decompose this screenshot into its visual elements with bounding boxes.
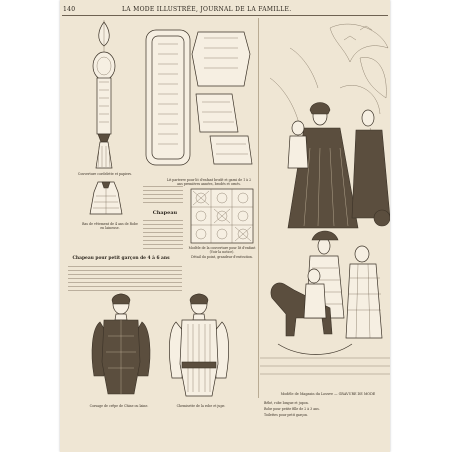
caption-bookmark: Couverture cordelette et papiers.	[77, 172, 133, 176]
jacket-left-illustration	[86, 292, 156, 402]
caption-footer-mid: Robe pour petite fille de 2 à 3 ans.	[264, 407, 320, 411]
fashion-plate-illustration	[260, 18, 390, 390]
caption-bodice-small: Bas de vêtement de 4 ans de Robe en laineuse.	[82, 222, 138, 230]
heading-chapeau: Chapeau	[152, 210, 178, 216]
journal-title: LA MODE ILLUSTRÉE, JOURNAL DE LA FAMILLE.	[122, 6, 292, 13]
text-column-chapeau-garcon	[68, 266, 182, 294]
caption-lace-pattern: Modèle de la couverture pour lit d'enfant (Voir la notice).	[188, 246, 256, 254]
lace-pattern-illustration	[190, 188, 254, 244]
caption-lace-detail: Détail du point, grandeur d'exécution.	[191, 255, 253, 259]
caption-footer-right: Toilettes pour petit garçon.	[264, 413, 309, 417]
column-divider	[258, 18, 259, 398]
caption-bed-cover: Lit parterre pour lit d'enfant brodé et garni de 1 à 2 ans premières années, brodés et ornés.	[166, 178, 252, 186]
text-column-right-intro	[143, 186, 183, 206]
bed-cover-illustration	[140, 24, 255, 174]
jacket-right-illustration	[164, 292, 234, 402]
caption-fashion-plate: Modèle de Magasin du Louvre — GRAVURE DE MODE	[280, 392, 376, 396]
text-column-chapeau	[143, 220, 183, 252]
magazine-page	[60, 0, 390, 452]
bookmark-illustration	[84, 20, 124, 170]
caption-jacket-left: Corsage de crêpe de Chine ou laine.	[89, 404, 149, 408]
heading-chapeau-garcon: Chapeau pour petit garçon de 4 à 6 ans	[72, 256, 170, 261]
page-number: 140	[63, 6, 76, 13]
caption-jacket-right: Chemisette de la robe et jupe.	[176, 404, 226, 408]
header-rule	[62, 15, 388, 16]
caption-footer-left: Bébé, robe longue et jupon.	[264, 401, 309, 405]
bodice-illustration	[88, 178, 124, 218]
